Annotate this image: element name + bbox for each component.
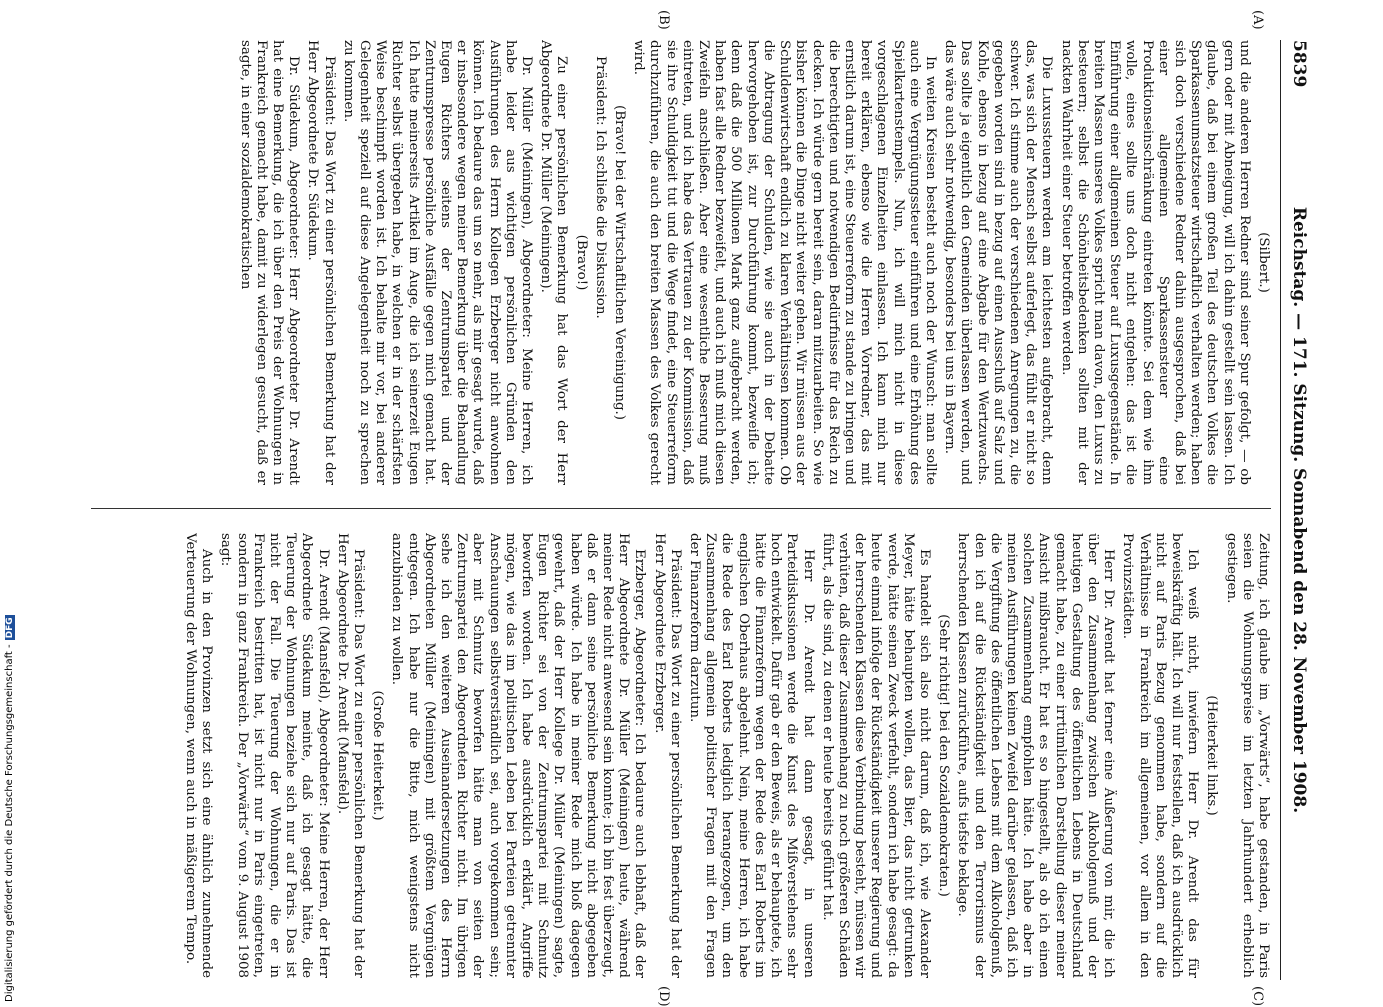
left-column: [81, 40, 1271, 485]
paragraph: Präsident: Das Wort zu einer persönlichen Bemerkung hat der Herr Abgeordnete Dr. Südekum.: [305, 40, 337, 485]
paragraph: Ich weiß nicht, inwiefern Herr Dr. Arendt das für beweiskräftig hält. Ich will nur feststellen, daß ich ausdrücklich nicht auf Paris Bezug genommen habe, sondern auf die Verhältnisse in Frankreich im allgemeinen, vor allem in den Provinzstädten.: [1120, 533, 1201, 978]
page-header: [1283, 40, 1311, 980]
paragraph: Dr. Südekum, Abgeordneter: Herr Abgeordneter Dr. Arendt hat eine Bemerkung, die ich über den Preis der Wohnungen in Frankreich gemacht habe, damit zu widerlegen gesucht, daß er sagte, in einer sozialdemokratischen: [237, 40, 302, 485]
margin-mark-a: (A): [1250, 10, 1265, 30]
paragraph: Erzberger, Abgeordneter: Ich bedaure auch lebhaft, daß der Herr Abgeordnete Dr. Müller (Meiningen) heute, während meiner Rede nicht anwesend sein konnte; ich bin fest überzeugt, daß er dann seine persönliche Bemerkung nicht abgegeben haben würde. Ich habe in meiner Rede mich bloß dagegen gewehrt, daß der Herr Kollege Dr. Müller (Meiningen) sagte, Eugen Richter sei von der Zentrumspartei mit Schmutz beworfen worden. Ich habe ausdrücklich erklärt, Angriffe mögen, wie das im politischen Leben bei Parteien getrennter Anschauungen selbstverständlich sei, auch vorgekommen sein; aber mit Schmutz beworfen hätte man von seiten der Zentrumspartei den Abgeordneten Richter nicht. Im übrigen sehe ich den weiteren Auseinandersetzungen des Herrn Abgeordneten Müller (Meiningen) mit größtem Vergnügen entgegen. Ich habe nur die Bitte, mich wenigstens nicht anzubinden zu wollen.: [389, 533, 648, 978]
interjection: (Sehr richtig! bei den Sozialdemokraten.): [936, 614, 952, 897]
paragraph: Zeitung, ich glaube im „Vorwärts“, habe gestanden, in Paris seien die Wohnungspreise im letzten Jahrhundert erheblich gestiegen.: [1223, 533, 1271, 978]
newspaper-page: [71, 10, 1311, 1007]
quotation: Auch in den Provinzen setzt sich eine ähnlich zunehmende Verteuerung der Wohnungen, wenn auch in mäßigerem Tempo.: [183, 533, 215, 978]
paragraph: Es handelt sich also nicht darum, daß ich, wie Alexander Meyer, hätte behaupten wollen, das Bier, das nicht getrunken werde, hätte seinen Zweck verfehlt, sondern ich habe gesagt: da heute einmal infolge der Rückständigkeit unserer Regierung und der herrschenden Klassen diese Verbindung besteht, müssen wir verhüten, daß dieser Zusammenhang zu noch größeren Schäden führt, als die sind, zu denen er heute bereits geführt hat.: [819, 533, 932, 978]
paragraph: Präsident: Das Wort zu einer persönlichen Bemerkung hat der Herr Abgeordnete Erzberger.: [651, 533, 683, 978]
margin-mark-b: (B): [656, 10, 671, 30]
header-rule: [1280, 40, 1281, 980]
footer-text: Digitalisierung gefördert durch die Deutsche Forschungsgemeinschaft -: [4, 644, 15, 1002]
paragraph: Präsident: Das Wort zu einer persönlichen Bemerkung hat der Herr Abgeordnete Dr. Arendt (Mansfeld).: [334, 533, 367, 978]
right-column: [81, 533, 1271, 978]
page-number: 5839: [1289, 40, 1309, 88]
running-head: Reichstag. — 171. Sitzung. Sonnabend den 28. November 1908.: [1289, 206, 1309, 814]
interjection: (Heiterkeit links.): [1204, 695, 1220, 816]
dfg-logo: DFG: [5, 617, 15, 639]
paragraph: Dr. Müller (Meiningen), Abgeordneter: Meine Herren, ich habe leider aus wichtigen persönlichen Gründen den Ausführungen des Herrn Kollegen Erzberger nicht anwohnen können. Ich bedaure das um so mehr, als mir gesagt wurde, daß er insbesondere wegen meiner Bemerkung über die Behandlung Eugen Richters seitens der Zentrumspartei und der Zentrumspresse persönliche Ausfälle gegen mich gemacht hat. Ich hatte meinerseits Artikel im Auge, die ich seinerzeit Eugen Richter selbst übergeben habe, in welchen er in der schärfsten Weise beschimpft worden ist. Ich behalte mir vor, bei anderer Gelegenheit speziell auf diese Angelegenheit noch zu sprechen zu kommen.: [340, 40, 535, 485]
interjection: (Große Heiterkeit.): [370, 690, 386, 821]
digitization-footer: [4, 606, 18, 1002]
paragraph: Herr Dr. Arendt hat dann gesagt, in unseren Parteidiskussionen werde die Kunst des Mißverstehens sehr hoch entwickelt. Dafür gab er den Beweis, als er behauptete, ich hätte die Finanzreform wegen der Rede des Earl Roberts im englischen Oberhaus abgelehnt. Nein, meine Herren, ich habe die Rede des Earl Roberts lediglich herangezogen, um den Zusammenhang allgemein politischer Fragen mit den Fragen der Finanzreform darzutun.: [687, 533, 816, 978]
interjection: (Bravo!): [573, 234, 589, 291]
paragraph: und die anderen Herren Redner sind seiner Spur gefolgt, — ob gern oder mit Abneigung, will ich dahin gestellt sein lassen. Ich glaube, daß bei einem großen Teil des deutschen Volkes die Sparkassenumsatzsteuer wirtschaftlich verhalten werden; haben sich doch verschiedene Redner dahin ausgesprochen, daß bei einer allgemeinen Sparkassensteuer eine Produktionseinschränkung eintreten könnte. Sei dem wie ihm wolle, eines sollte uns doch nicht entgehen: das ist die Einführung einer allgemeinen Steuer auf Luxusgegenstände. In breiten Massen unseres Volkes spricht man davon, den Luxus zu besteuern; selbst die Schönheitsbedenken sollten mit der nackten Wahrheit einer Steuer betroffen werden.: [1058, 40, 1252, 485]
paragraph: Dr. Arendt (Mansfeld), Abgeordneter: Meine Herren, der Herr Abgeordnete Südekum meinte, daß ich gesagt hätte, die Teuerung der Wohnungen beziehe sich nur auf Paris. Das ist nicht der Fall. Die Teuerung der Wohnungen, die er in Frankreich bestritten hat, ist nicht nur in Paris eingetreten, sondern in ganz Frankreich. Der „Vorwärts“ vom 9. August 1908 sagt:: [218, 533, 331, 978]
interjection: (Bravo! bei der Wirtschaftlichen Vereinigung.): [612, 104, 628, 421]
paragraph: Herr Dr. Arendt hat ferner eine Äußerung von mir, die ich über den Zusammenhang zwischen Alkoholgenuß und der heutigen Gestaltung des öffentlichen Lebens in Deutschland gemacht habe, zu einer irrtümlichen Darstellung dieser meiner Ansicht mißbraucht. Er hat es so hingestellt, als ob ich einen solchen Zusammenhang empfohlen hätte. Ich habe aber in meinen Ausführungen keinen Zweifel darüber gelassen, daß ich die Vergiftung des öffentlichen Lebens mit dem Alkoholgenuß, den ich auf die Rückständigkeit und den Terrorismus der herrschenden Klassen zurückführe, aufs tiefste beklage.: [955, 533, 1117, 978]
paragraph: Die Luxussteuern werden am leichtesten aufgebracht, denn das, was sich der Mensch selbst auferlegt, das fühlt er nicht so schwer. Ich stimme auch der verschiedenen Anregungen zu, die gegeben worden sind in bezug auf einen Ausschuß auf Salz und Kohle, ebenso in bezug auf eine Abgabe für den Wertzuwachs. Das sollte ja eigentlich den Gemeinden überlassen werden, und das wäre auch sehr notwendig, besonders bei uns in Bayern.: [942, 40, 1055, 485]
margin-mark-c: (C): [1250, 986, 1265, 1007]
column-divider: [91, 508, 1271, 509]
paragraph: In weiten Kreisen besteht auch noch der Wunsch: man sollte auch eine Vergnügungssteuer einführen und eine Erhöhung des Spielkartenstempels. Nun, ich will mich nicht in diese vorgeschlagenen Einzelheiten einlassen. Ich kann mich nur bereit erklären, ebenso wie die Herren Vorredner, das mit ernstlich darum ist, eine Steuerreform zu stande zu bringen und die berechtigten und notwendigen Bedürfnisse für das Reich zu decken. Ich würde gern bereit sein, daran mitzuarbeiten. So wie bisher können die Dinge nicht weiter gehen. Wir müssen aus der Schuldenwirtschaft endlich zu klaren Verhältnissen kommen. Ob die Abtragung der Schulden, wie sie auch in der Debatte hervorgehoben ist, zur Durchführung kommt, bezweifle ich; denn daß die 500 Millionen Mark ganz aufgebracht werden, haben fast alle Redner bezweifelt, und auch ich muß mich diesen Zweifeln anschließen. Aber eine wesentliche Besserung muß eintreten, und ich habe das Vertrauen zu der Kommission, daß sie ihre Schuldigkeit tut und die Wege findet, eine Steuerreform durchzuführen, die auch den breiten Massen des Volkes gerecht wird.: [631, 40, 938, 485]
paragraph: Zu einer persönlichen Bemerkung hat das Wort der Herr Abgeordnete Dr. Müller (Meiningen).: [538, 40, 570, 485]
margin-mark-d: (D): [656, 986, 671, 1007]
speaker-tag: (Silbert.): [1256, 232, 1271, 293]
paragraph: Präsident: Ich schließe die Diskussion.: [592, 56, 608, 319]
